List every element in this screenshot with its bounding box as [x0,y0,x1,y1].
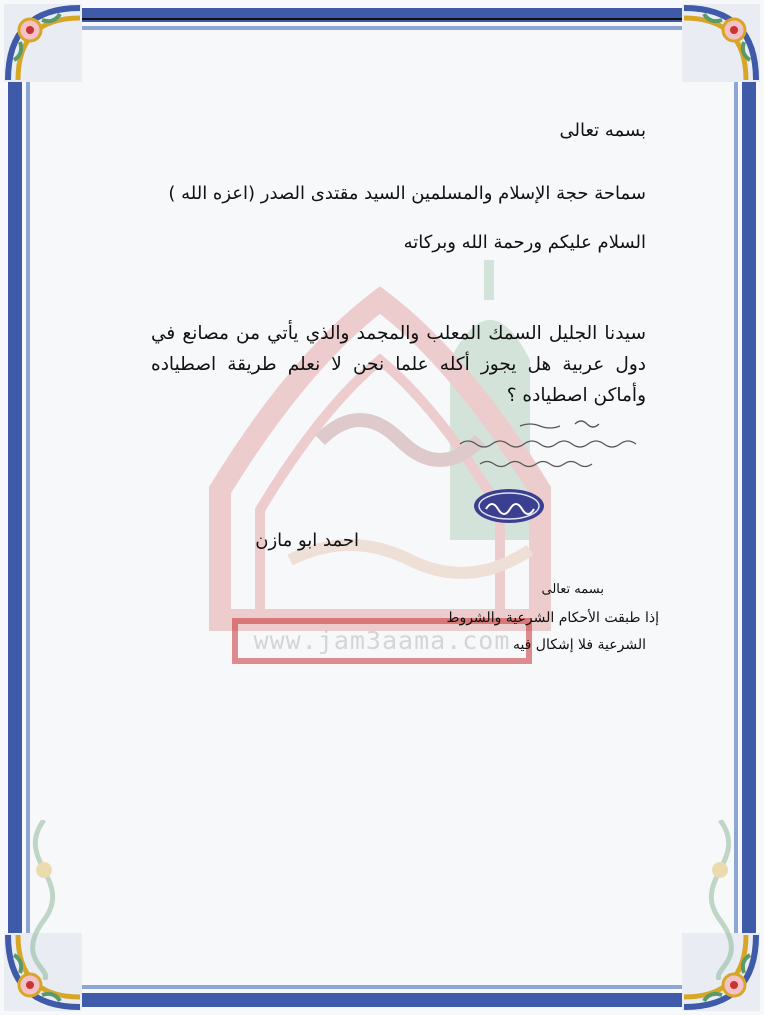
corner-ornament-icon [678,0,764,86]
letter-signature: احمد ابو مازن [255,530,359,551]
side-ornament-icon [14,820,74,980]
watermark-url: www.jam3aama.com [232,618,532,664]
reply-basmala: بسمه تعالى [541,582,604,597]
handwritten-reply-icon [440,416,660,476]
letter-addressee: سماحة حجة الإسلام والمسلمين السيد مقتدى الصدر (اعزه الله ) [168,183,646,204]
reply-line-2: الشرعية فلا إشكال فيه [512,637,646,653]
letter-greeting: السلام عليكم ورحمة الله وبركاته [403,232,646,253]
side-ornament-icon [690,820,750,980]
frame-top-rule [30,18,734,20]
corner-ornament-icon [0,0,86,86]
seal-stamp-icon [472,487,546,525]
reply-line-1: إذا طبقت الأحكام الشرعية والشروط [446,610,659,626]
letter-basmala: بسمه تعالى [559,120,646,141]
letter-question: سيدنا الجليل السمك المعلب والمجمد والذي يأتي من مصانع في دول عربية هل يجوز أكله علما نحن لا نعلم طريقة اصطياده وأماكن اصطياده ؟ [151,323,646,406]
